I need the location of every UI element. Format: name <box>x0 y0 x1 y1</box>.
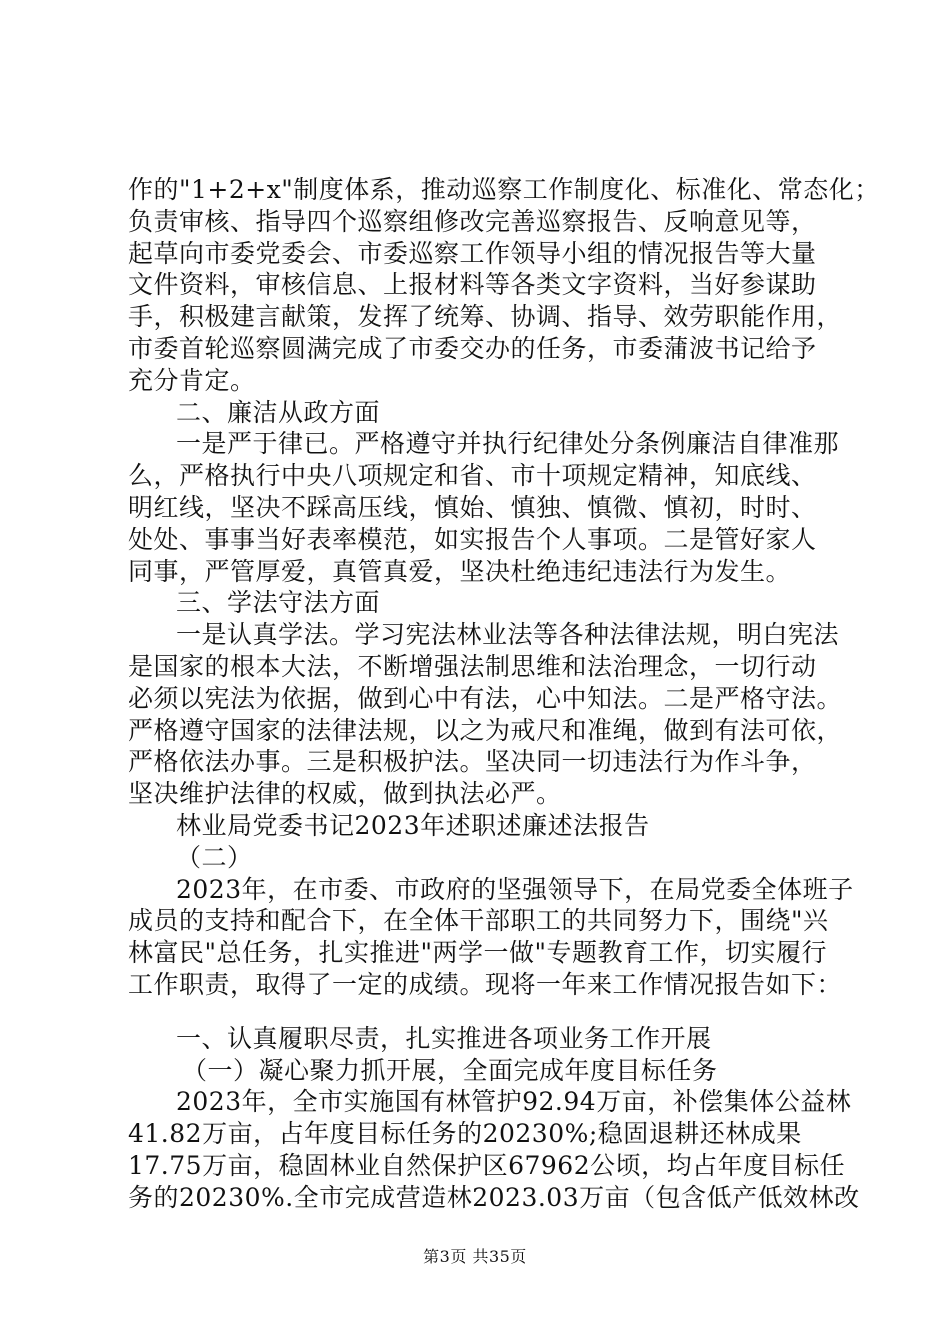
paragraph-line: 负责审核、指导四个巡察组修改完善巡察报告、反响意见等， <box>128 206 817 236</box>
paragraph-line: 充分肯定。 <box>128 365 256 395</box>
paragraph-line: 同事，严管厚爱，真管真爱，坚决杜绝违纪违法行为发生。 <box>128 556 792 586</box>
section-heading: 二、廉洁从政方面 <box>176 397 381 427</box>
paragraph-line: 严格依法办事。三是积极护法。坚决同一切违法行为作斗争， <box>128 747 817 777</box>
paragraph-line: 必须以宪法为依据，做到心中有法，心中知法。二是严格守法。 <box>128 683 843 713</box>
paragraph-line: 工作职责，取得了一定的成绩。现将一年来工作情况报告如下： <box>128 969 843 999</box>
paragraph-line: 成员的支持和配合下，在全体干部职工的共同努力下，围绕"兴 <box>128 906 829 936</box>
paragraph-spacer <box>128 1001 850 1023</box>
paragraph-line: 是国家的根本大法，不断增强法制思维和法治理念，一切行动 <box>128 651 817 681</box>
document-body <box>128 174 880 1214</box>
paragraph-line: 41.82万亩，占年度目标任务的20230%;稳固退耕还林成果 <box>128 1119 802 1149</box>
paragraph-line: 么，严格执行中央八项规定和省、市十项规定精神，知底线、 <box>128 461 817 491</box>
section-heading: 三、学法守法方面 <box>176 588 381 618</box>
paragraph-line: 一是认真学法。学习宪法林业法等各种法律法规，明白宪法 <box>176 620 840 650</box>
paragraph-line: 林富民"总任务，扎实推进"两学一做"专题教育工作，切实履行 <box>128 938 827 968</box>
paragraph-line: 处处、事事当好表率模范，如实报告个人事项。二是管好家人 <box>128 524 817 554</box>
paragraph-line: 一是严于律已。严格遵守并执行纪律处分条例廉洁自律准那 <box>176 429 840 459</box>
report-subtitle: （二） <box>176 842 253 872</box>
paragraph-line: 2023年，在市委、市政府的坚强领导下，在局党委全体班子 <box>176 874 854 904</box>
paragraph-line: 手，积极建言献策，发挥了统筹、协调、指导、效劳职能作用， <box>128 302 843 332</box>
subsection-heading: （一）凝心聚力抓开展，全面完成年度目标任务 <box>182 1055 718 1085</box>
page-number-footer: 第3页 共35页 <box>423 1247 527 1266</box>
paragraph-line: 作的"1+2+x"制度体系，推动巡察工作制度化、标准化、常态化； <box>128 175 880 204</box>
section-heading: 一、认真履职尽责，扎实推进各项业务工作开展 <box>176 1023 712 1053</box>
paragraph-line: 起草向市委党委会、市委巡察工作领导小组的情况报告等大量 <box>128 238 817 268</box>
paragraph-line: 市委首轮巡察圆满完成了市委交办的任务，市委蒲波书记给予 <box>128 333 817 363</box>
report-title: 林业局党委书记2023年述职述廉述法报告 <box>176 810 650 840</box>
paragraph-line: 17.75万亩，稳固林业自然保护区67962公顷，均占年度目标任 <box>128 1150 846 1180</box>
paragraph-line: 严格遵守国家的法律法规，以之为戒尺和准绳，做到有法可依， <box>128 715 843 745</box>
paragraph-line: 明红线，坚决不踩高压线，慎始、慎独、慎微、慎初，时时、 <box>128 492 817 522</box>
paragraph-line: 务的20230%.全市完成营造林2023.03万亩（包含低产低效林改 <box>128 1182 860 1212</box>
paragraph-line: 文件资料，审核信息、上报材料等各类文字资料，当好参谋助 <box>128 270 817 300</box>
paragraph-line: 坚决维护法律的权威，做到执法必严。 <box>128 779 562 809</box>
paragraph-line: 2023年，全市实施国有林管护92.94万亩，补偿集体公益林 <box>176 1087 852 1117</box>
